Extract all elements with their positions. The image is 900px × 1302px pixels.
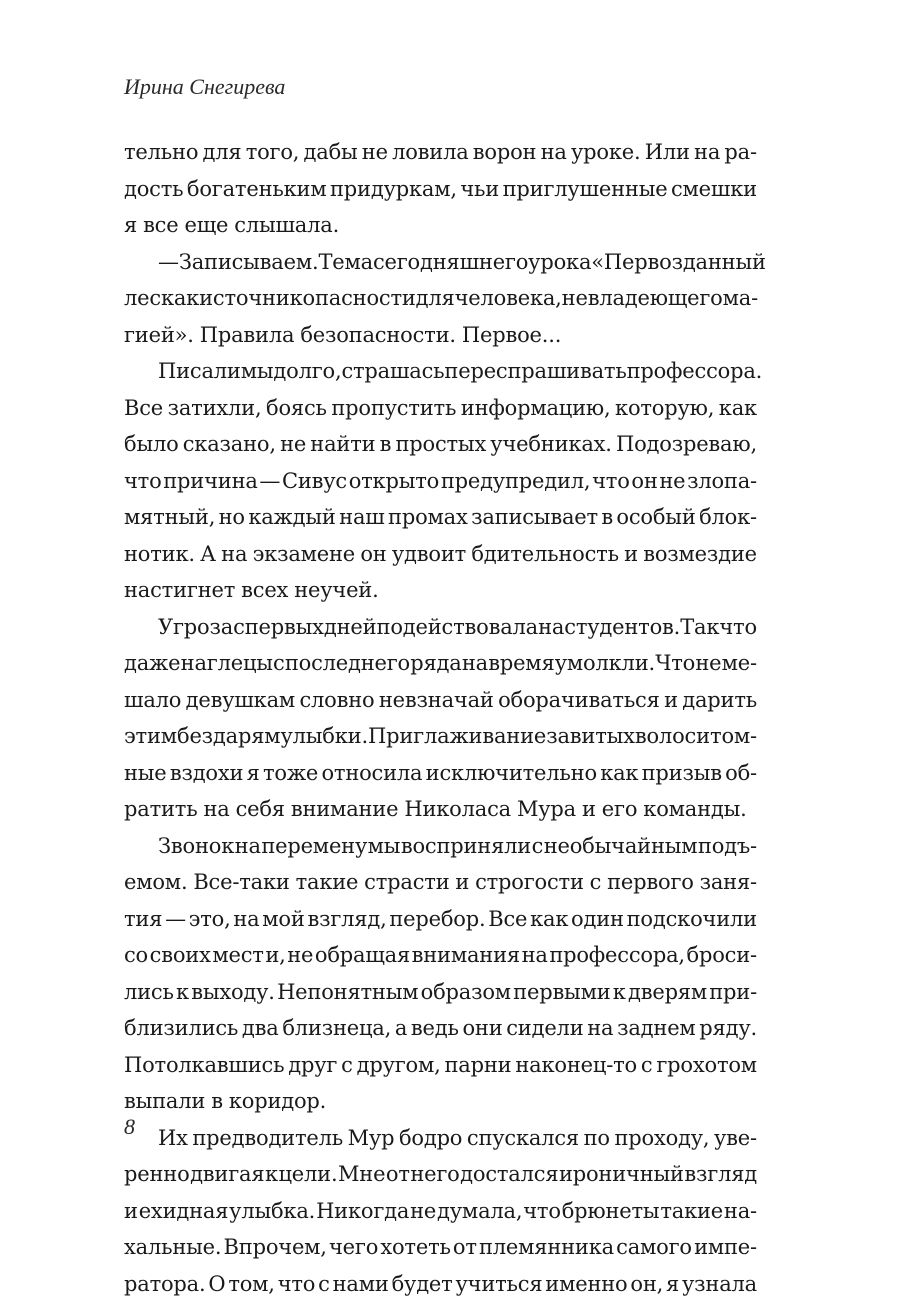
text-line: Потолкавшись друг с другом, парни наконец-то с грохотом bbox=[124, 1047, 757, 1084]
text-line: шало девушкам словно невзначай оборачиваться и дарить bbox=[124, 682, 757, 719]
text-line: Угроза с первых дней подействовала на студентов. Так что bbox=[124, 609, 757, 646]
text-line: гией». Правила безопасности. Первое... bbox=[124, 317, 757, 354]
text-line: было сказано, не найти в простых учебниках. Подозреваю, bbox=[124, 426, 757, 463]
body-text bbox=[124, 134, 757, 1302]
text-line: лес как источник опасности для человека, не владеющего ма- bbox=[124, 280, 757, 317]
text-line: тельно для того, дабы не ловила ворон на уроке. Или на ра- bbox=[124, 134, 757, 171]
text-line: со своих мест и, не обращая внимания на профессора, броси- bbox=[124, 937, 757, 974]
text-line: выпали в коридор. bbox=[124, 1083, 757, 1120]
text-line: близились два близнеца, а ведь они сидели на заднем ряду. bbox=[124, 1010, 757, 1047]
text-line: Звонок на перемену мы восприняли с необычайным подъ- bbox=[124, 828, 757, 865]
text-line: что причина — Сивус открыто предупредил, что он не злопа- bbox=[124, 463, 757, 500]
text-line: — Записываем. Тема сегодняшнего урока «Первозданный bbox=[124, 244, 757, 281]
text-line: емом. Все-таки такие страсти и строгости с первого заня- bbox=[124, 864, 757, 901]
text-line: дость богатеньким придуркам, чьи приглушенные смешки bbox=[124, 171, 757, 208]
text-line: ратить на себя внимание Николаса Мура и его команды. bbox=[124, 791, 757, 828]
text-line: тия — это, на мой взгляд, перебор. Все как один подскочили bbox=[124, 901, 757, 938]
text-line: лись к выходу. Непонятным образом первыми к дверям при- bbox=[124, 974, 757, 1011]
text-line: ные вздохи я тоже относила исключительно как призыв об- bbox=[124, 755, 757, 792]
text-line: нотик. А на экзамене он удвоит бдительность и возмездие bbox=[124, 536, 757, 573]
text-line: я все еще слышала. bbox=[124, 207, 757, 244]
running-head-author: Ирина Снегирева bbox=[124, 72, 285, 102]
text-line: Их предводитель Мур бодро спускался по проходу, уве- bbox=[124, 1120, 757, 1157]
text-line: даже наглецы с последнего ряда на время умолкли. Что не ме- bbox=[124, 645, 757, 682]
page-number: 8 bbox=[124, 1112, 135, 1142]
text-line: ратора. О том, что с нами будет учиться именно он, я узнала bbox=[124, 1266, 757, 1302]
text-line: и ехидная улыбка. Никогда не думала, что брюнеты такие на- bbox=[124, 1193, 757, 1230]
text-line: Писали мы долго, страшась переспрашивать профессора. bbox=[124, 353, 757, 390]
text-line: этим бездарям улыбки. Приглаживание завитых волос и том- bbox=[124, 718, 757, 755]
text-line: Все затихли, боясь пропустить информацию, которую, как bbox=[124, 390, 757, 427]
text-line: мятный, но каждый наш промах записывает в особый блок- bbox=[124, 499, 757, 536]
text-line: настигнет всех неучей. bbox=[124, 572, 757, 609]
text-line: ренно двигая к цели. Мне от него достался ироничный взгляд bbox=[124, 1156, 757, 1193]
text-line: хальные. Впрочем, чего хотеть от племянника самого импе- bbox=[124, 1229, 757, 1266]
